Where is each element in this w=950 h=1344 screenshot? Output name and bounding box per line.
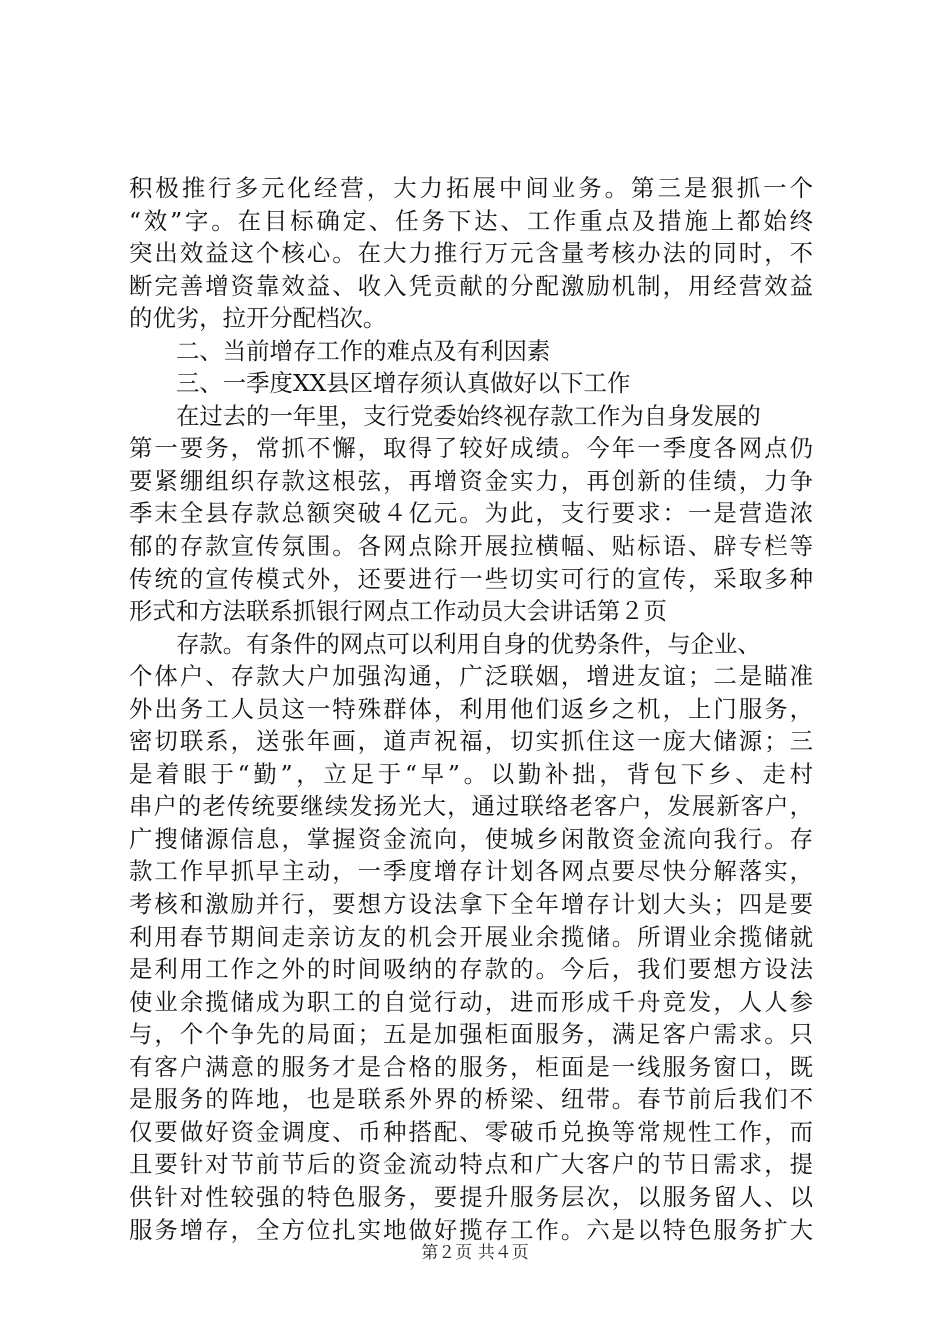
page-footer: 第２页 共４页 (421, 1243, 529, 1263)
text-line: 存款。有条件的网点可以利用自身的优势条件，与企业、 (176, 629, 761, 658)
text-line: 外出务工人员这一特殊群体，利用他们返乡之机，上门服务， (129, 694, 813, 723)
text-line: 突出效益这个核心。在大力推行万元含量考核办法的同时，不 (129, 239, 813, 268)
text-line: 要紧绷组织存款这根弦，再增资金实力，再创新的佳绩，力争 (129, 466, 813, 495)
text-line: 形式和方法联系抓银行网点工作动员大会讲话第２页 (129, 597, 667, 626)
text-line: 仅要做好资金调度、币种搭配、零破币兑换等常规性工作，而 (129, 1117, 813, 1146)
text-line: 三、一季度XX县区增存须认真做好以下工作 (176, 369, 631, 398)
text-line: 积极推行多元化经营，大力拓展中间业务。第三是狠抓一个 (129, 174, 813, 202)
text-line: 且要针对节前节后的资金流动特点和广大客户的节日需求，提 (129, 1150, 813, 1179)
text-line: 密切联系，送张年画，道声祝福，切实抓住这一庞大储源；三 (129, 727, 813, 756)
text-line: 在过去的一年里，支行党委始终视存款工作为自身发展的 (176, 401, 761, 430)
document-body (129, 172, 813, 1246)
text-line: 是服务的阵地，也是联系外界的桥梁、纽带。春节前后我们不 (129, 1085, 813, 1114)
text-line: 的优劣，拉开分配档次。 (129, 304, 387, 333)
text-line: 第一要务，常抓不懈，取得了较好成绩。今年一季度各网点仍 (129, 434, 813, 463)
text-line: 是利用工作之外的时间吸纳的存款的。今后，我们要想方设法 (129, 955, 813, 984)
text-line: 季末全县存款总额突破４亿元。为此，支行要求：一是营造浓 (129, 499, 813, 528)
text-line: 是着眼于“勤”，立足于“早”。以勤补拙，背包下乡、走村 (129, 759, 813, 788)
text-line: 二、当前增存工作的难点及有利因素 (176, 336, 551, 365)
text-line: 考核和激励并行，要想方设法拿下全年增存计划大头；四是要 (129, 890, 813, 919)
text-line: 有客户满意的服务才是合格的服务，柜面是一线服务窗口，既 (129, 1052, 813, 1081)
text-line: 串户的老传统要继续发扬光大，通过联络老客户，发展新客户， (129, 792, 813, 821)
text-line: 款工作早抓早主动，一季度增存计划各网点要尽快分解落实， (129, 857, 813, 886)
text-line: 使业余揽储成为职工的自觉行动，进而形成千舟竞发，人人参 (129, 987, 813, 1016)
text-line: 广搜储源信息，掌握资金流向，使城乡闲散资金流向我行。存 (129, 824, 813, 853)
text-line: 与，个个争先的局面；五是加强柜面服务，满足客户需求。只 (129, 1020, 813, 1049)
text-line: 个体户、存款大户加强沟通，广泛联姻，增进友谊；二是瞄准 (129, 662, 813, 691)
text-line: 供针对性较强的特色服务，要提升服务层次，以服务留人、以 (129, 1182, 813, 1211)
text-line: “效”字。在目标确定、任务下达、工作重点及措施上都始终 (129, 206, 813, 235)
text-line: 郁的存款宣传氛围。各网点除开展拉横幅、贴标语、辟专栏等 (129, 532, 813, 561)
text-line: 传统的宣传模式外，还要进行一些切实可行的宣传，采取多种 (129, 564, 813, 593)
text-line: 利用春节期间走亲访友的机会开展业余揽储。所谓业余揽储就 (129, 922, 813, 951)
text-line: 断完善增资靠效益、收入凭贡献的分配激励机制，用经营效益 (129, 271, 813, 300)
text-line: 服务增存，全方位扎实地做好揽存工作。六是以特色服务扩大 (129, 1215, 813, 1244)
